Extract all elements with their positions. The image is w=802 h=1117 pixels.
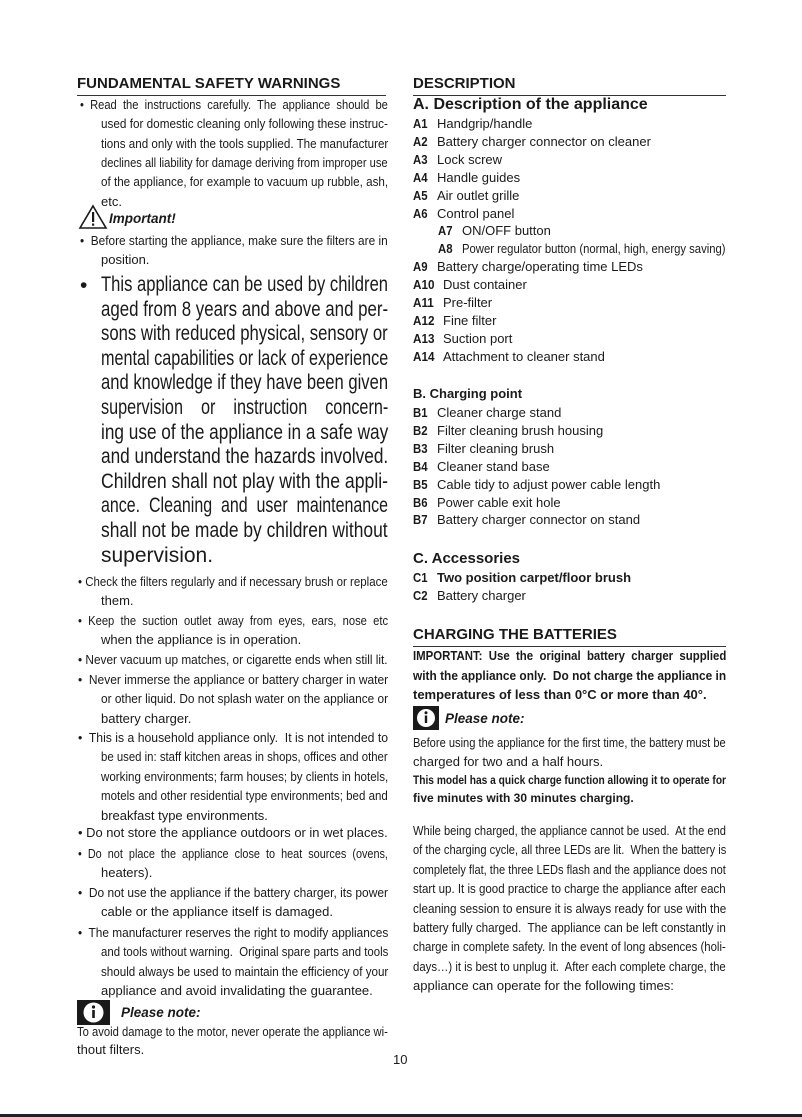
text-line [413, 735, 726, 751]
text-line [413, 842, 726, 858]
text-line-content: charge in complete safety. In the event of long absences (holi- [413, 939, 726, 955]
text-line-content: position. [101, 252, 150, 267]
item-code: A4 [413, 169, 428, 185]
item-code: B3 [413, 440, 428, 456]
list-item [413, 170, 726, 186]
text-line-content: should always be used to maintain the efficiency of your [101, 963, 389, 979]
item-label: Cleaner stand base [437, 458, 550, 474]
list-item [413, 512, 726, 528]
text-line-content: • The manufacturer reserves the right to modify appliances [78, 925, 389, 940]
text-line [101, 808, 388, 824]
text-line [80, 97, 388, 113]
list-item [413, 405, 726, 421]
text-line [78, 652, 388, 668]
text-line-content: completely flat, the three LEDs flash and the appliance does not [413, 861, 726, 877]
list-item [413, 495, 726, 511]
text-line [413, 862, 726, 878]
text-line-content: temperatures of less than 0°C or more than 40°. [413, 687, 707, 702]
text-line [101, 749, 388, 765]
item-label: Filter cleaning brush housing [437, 422, 604, 438]
item-code: B7 [413, 512, 428, 528]
text-line [101, 865, 388, 881]
text-line [101, 964, 388, 980]
text-line-content: and understand the hazards involved. [101, 445, 389, 469]
text-line [101, 194, 388, 210]
text-line-content: thout filters. [77, 1041, 145, 1057]
text-line-content: tions and only with the tools supplied. The manufacturer [101, 135, 389, 151]
text-line-content: appliance can operate for the following times: [413, 978, 674, 994]
page-number: 10 [393, 1052, 408, 1067]
text-line-content: sons with reduced physical, sensory or [101, 322, 388, 346]
text-line-content: • Do not use the appliance if the battery charger, its power [78, 885, 388, 900]
text-line [78, 925, 388, 941]
text-line-content: • Do not store the appliance outdoors or in wet places. [78, 825, 388, 840]
text-line-content: start up. It is good practice to charge the appliance after each [413, 881, 726, 897]
item-label: Lock screw [437, 151, 503, 167]
text-line-content: ance. Cleaning and user maintenance [101, 494, 389, 518]
text-line [77, 1024, 388, 1040]
item-code: C1 [413, 570, 428, 585]
text-line [101, 396, 388, 420]
text-line [77, 1042, 388, 1058]
item-label: Air outlet grille [437, 187, 520, 203]
item-label: ON/OFF button [462, 223, 551, 239]
text-line [78, 672, 388, 688]
list-item [413, 116, 726, 132]
list-item [413, 570, 726, 586]
list-item [413, 134, 726, 150]
item-code: B6 [413, 494, 428, 510]
text-line [101, 691, 388, 707]
text-line [78, 574, 388, 590]
text-line-content: working environments; farm houses; by clients in hotels, [101, 768, 389, 784]
text-line [101, 944, 388, 960]
text-line-content: battery fully charged. The appliance can be left constantly in [413, 920, 726, 935]
item-code: A11 [413, 295, 434, 310]
text-line-content: This appliance can be used by children [101, 273, 389, 296]
text-line-content: • Check the filters regularly and if necessary brush or replace [78, 574, 388, 589]
list-item [413, 423, 726, 439]
text-line [101, 904, 388, 920]
text-line-content: days…) it is best to unplug it. After each complete charge, the [413, 958, 726, 974]
section-b-title: B. Charging point [413, 386, 523, 401]
item-label: Battery charge/operating time LEDs [437, 259, 643, 275]
heading-rule [77, 95, 386, 96]
list-item [413, 152, 726, 168]
text-line-content: Children shall not play with the appli- [101, 469, 389, 493]
section-a-title: A. Description of the appliance [413, 96, 648, 113]
text-line-content: shall not be made by children without [101, 519, 388, 542]
list-item [413, 441, 726, 457]
text-line-content: battery charger. [101, 710, 192, 726]
text-line-content: • Keep the suction outlet away from eyes, ears, nose etc [78, 613, 389, 628]
text-line-content: and tools without warning. Original spare parts and tools [101, 944, 389, 960]
item-code: B4 [413, 458, 428, 474]
text-line-content: To avoid damage to the motor, never operate the appliance wi- [77, 1024, 388, 1039]
children-bullet: • [80, 274, 88, 297]
text-line [101, 788, 388, 804]
text-line-content: them. [101, 593, 134, 609]
text-line [78, 885, 388, 901]
text-line [101, 298, 388, 322]
text-line-content: cleaning session to ensure it is always ready for use with the [413, 900, 727, 916]
section-c-title: C. Accessories [413, 550, 521, 567]
item-code: A6 [413, 205, 428, 221]
text-line-content: supervision or instruction concern- [101, 396, 389, 419]
charging-note-label: Please note: [445, 711, 525, 726]
item-label: Fine filter [443, 312, 497, 328]
text-line-content: • Before starting the appliance, make sure the filters are in [80, 233, 388, 248]
text-line-content: aged from 8 years and above and per- [101, 297, 389, 321]
text-line [101, 544, 388, 568]
list-item [413, 349, 726, 365]
text-line-content: declines all liability for damage deriving from improper use [101, 154, 388, 170]
text-line [413, 978, 726, 994]
item-label: Power cable exit hole [437, 494, 561, 510]
text-line [101, 371, 388, 395]
text-line [413, 790, 726, 806]
list-item [438, 223, 726, 239]
text-line-content: motels and other residential type environments; bed and [101, 788, 388, 804]
item-label: Attachment to cleaner stand [443, 348, 605, 364]
text-line [413, 959, 726, 975]
text-line [101, 155, 388, 171]
text-line [101, 322, 388, 346]
text-line [413, 687, 726, 703]
item-code: B1 [413, 405, 428, 420]
text-line [101, 769, 388, 785]
charging-heading: CHARGING THE BATTERIES [413, 626, 617, 643]
text-line-content: five minutes with 30 minutes charging. [413, 791, 634, 805]
list-item [413, 206, 726, 222]
item-code: A5 [413, 187, 428, 203]
text-line [101, 519, 388, 543]
text-line [80, 233, 388, 249]
text-line-content: breakfast type environments. [101, 807, 268, 823]
text-line [101, 494, 388, 518]
text-line-content: charged for two and a half hours. [413, 754, 604, 769]
text-line-content: This model has a quick charge function allowing it to operate for [413, 773, 727, 787]
item-code: A13 [413, 330, 435, 346]
text-line [78, 846, 388, 862]
item-code: B5 [413, 476, 428, 492]
text-line-content: when the appliance is in operation. [101, 632, 302, 648]
text-line [413, 754, 726, 770]
text-line-content: supervision. [101, 543, 214, 567]
text-line [101, 445, 388, 469]
text-line [413, 668, 726, 684]
text-line-content: • Do not place the appliance close to heat sources (ovens, [78, 846, 388, 861]
text-line-content: mental capabilities or lack of experience [101, 346, 389, 370]
text-line [413, 901, 726, 917]
item-code: A7 [438, 223, 453, 239]
warning-triangle-icon [78, 204, 108, 230]
item-label: Pre-filter [443, 295, 493, 310]
text-line-content: • Never vacuum up matches, or cigarette ends when still lit. [78, 652, 388, 667]
text-line [413, 772, 726, 788]
list-item [413, 477, 726, 493]
item-code: A10 [413, 277, 435, 293]
text-line [101, 136, 388, 152]
text-line-content: IMPORTANT: Use the original battery charger supplied [413, 648, 727, 663]
text-line [413, 648, 726, 664]
item-label: Suction port [443, 330, 513, 346]
text-line-content: • This is a household appliance only. It is not intended to [78, 730, 389, 745]
text-line-content: While being charged, the appliance cannot be used. At the end [413, 823, 726, 838]
item-label: Cleaner charge stand [437, 405, 562, 420]
text-line [101, 252, 388, 268]
text-line [413, 920, 726, 936]
text-line [78, 825, 388, 841]
text-line [78, 730, 388, 746]
item-code: B2 [413, 422, 428, 438]
text-line-content: of the charging cycle, all three LEDs are lit. When the battery is [413, 842, 727, 858]
text-line [413, 939, 726, 955]
text-line [101, 347, 388, 371]
text-line-content: ing use of the appliance in a safe way [101, 420, 389, 444]
list-item [413, 313, 726, 329]
text-line [413, 823, 726, 839]
text-line-content: with the appliance only. Do not charge the appliance in [413, 667, 727, 683]
item-label: Handle guides [437, 169, 521, 185]
list-item [413, 277, 726, 293]
item-code: A12 [413, 312, 435, 328]
important-label: Important! [109, 211, 176, 226]
item-label: Cable tidy to adjust power cable length [437, 476, 661, 492]
item-label: Dust container [443, 277, 527, 293]
item-code: A8 [438, 241, 453, 257]
text-line [101, 983, 388, 999]
item-code: A1 [413, 116, 428, 131]
item-code: A9 [413, 259, 428, 275]
list-item [413, 295, 726, 311]
item-code: A14 [413, 348, 435, 364]
list-item [438, 241, 726, 257]
text-line-content: Before using the appliance for the first time, the battery must be [413, 735, 726, 750]
text-line [101, 273, 388, 297]
text-line [78, 613, 388, 629]
text-line-content: and knowledge if they have been given [101, 371, 389, 395]
text-line-content: of the appliance, for example to vacuum up rubble, ash, [101, 174, 389, 190]
text-line [101, 174, 388, 190]
safety-heading: FUNDAMENTAL SAFETY WARNINGS [77, 75, 341, 92]
item-label: Filter cleaning brush [437, 440, 555, 456]
item-label: Two position carpet/floor brush [437, 570, 632, 585]
item-label: Battery charger connector on stand [437, 512, 641, 528]
text-line-content: be used in: staff kitchen areas in shops, offices and other [101, 749, 388, 765]
list-item [413, 588, 726, 604]
item-label: Battery charger connector on cleaner [437, 133, 651, 149]
note-label: Please note: [121, 1005, 201, 1020]
item-label: Battery charger [437, 588, 526, 603]
list-item [413, 331, 726, 347]
text-line-content: heaters). [101, 865, 153, 881]
text-line [101, 593, 388, 609]
text-line-content: appliance and avoid invalidating the guarantee. [101, 983, 373, 999]
text-line-content: etc. [101, 193, 122, 209]
item-code: A3 [413, 151, 428, 167]
item-label: Power regulator button (normal, high, energy saving) [462, 241, 726, 257]
list-item [413, 259, 726, 275]
item-label: Control panel [437, 205, 515, 221]
item-code: A2 [413, 133, 428, 149]
text-line [101, 711, 388, 727]
info-icon [413, 706, 439, 730]
text-line [101, 116, 388, 132]
text-line-content: or other liquid. Do not splash water on the appliance or [101, 691, 389, 707]
item-label: Handgrip/handle [437, 116, 533, 131]
text-line [101, 421, 388, 445]
text-line [101, 470, 388, 494]
charging-rule [413, 646, 726, 647]
text-line [413, 881, 726, 897]
text-line-content: used for domestic cleaning only following these instruc- [101, 116, 388, 132]
text-line-content: cable or the appliance itself is damaged. [101, 904, 333, 920]
text-line-content: • Read the instructions carefully. The appliance should be [80, 97, 388, 112]
text-line [101, 632, 388, 648]
list-item [413, 188, 726, 204]
info-icon [77, 1000, 110, 1025]
item-code: C2 [413, 588, 428, 603]
text-line-content: • Never immerse the appliance or battery charger in water [78, 672, 389, 687]
list-item [413, 459, 726, 475]
description-heading: DESCRIPTION [413, 75, 516, 92]
